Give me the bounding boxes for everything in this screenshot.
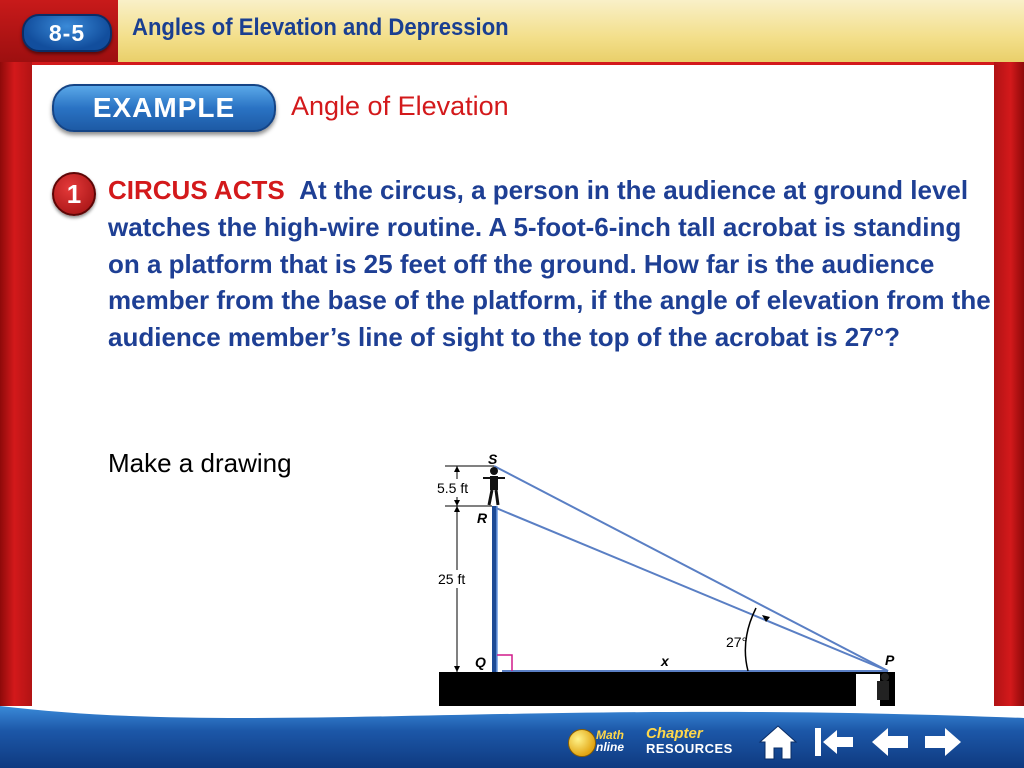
sight-line-to-s xyxy=(494,466,888,671)
platform-height-label: 25 ft xyxy=(438,571,466,587)
problem-tag: CIRCUS ACTS xyxy=(108,175,285,205)
math-online-top: Math xyxy=(596,728,624,742)
arrow-top xyxy=(454,466,460,472)
ground-block xyxy=(439,672,895,706)
right-angle-marker xyxy=(497,655,512,671)
lesson-title: Angles of Elevation and Depression xyxy=(132,14,509,41)
chapter-resources-top: Chapter xyxy=(646,725,703,742)
next-slide-icon[interactable] xyxy=(921,722,965,762)
home-icon[interactable] xyxy=(756,722,800,762)
arrow-bottom xyxy=(454,666,460,672)
example-label: EXAMPLE xyxy=(52,84,276,132)
acrobat-figure xyxy=(483,467,505,505)
arrow-mid-down xyxy=(454,506,460,512)
example-heading: Angle of Elevation xyxy=(291,91,509,121)
point-p-label: P xyxy=(885,652,895,668)
math-online-bottom: nline xyxy=(596,740,625,754)
point-s-label: S xyxy=(488,451,498,467)
angle-label: 27° xyxy=(726,634,748,650)
acrobat-height-label: 5.5 ft xyxy=(437,480,469,496)
arrow-mid-up xyxy=(454,500,460,506)
distance-x-label: x xyxy=(661,653,669,669)
point-q-label: Q xyxy=(475,654,486,670)
chapter-resources-bottom: RESOURCES xyxy=(646,741,733,756)
problem-text: At the circus, a person in the audience at ground level watches the high-wire routine. A 5-foot-6-inch tall acrobat is standing on a platform that is 25 feet off the ground. How far is the audience member from the base of the platform, if the angle of elevation from the audience member’s line of sight to the top of the acrobat is 27°? xyxy=(108,175,991,353)
chapter-resources-link[interactable] xyxy=(646,726,733,756)
math-online-icon[interactable] xyxy=(568,729,596,757)
previous-slide-icon[interactable] xyxy=(868,722,912,762)
point-r-label: R xyxy=(477,510,488,526)
example-number-badge: 1 xyxy=(52,172,96,216)
ground-notch xyxy=(856,674,880,706)
sight-line-to-r xyxy=(496,508,888,671)
first-slide-icon[interactable] xyxy=(811,722,855,762)
lesson-number-badge: 8-5 xyxy=(22,14,112,52)
math-online-link[interactable] xyxy=(596,729,624,753)
make-drawing-text: Make a drawing xyxy=(108,448,292,478)
